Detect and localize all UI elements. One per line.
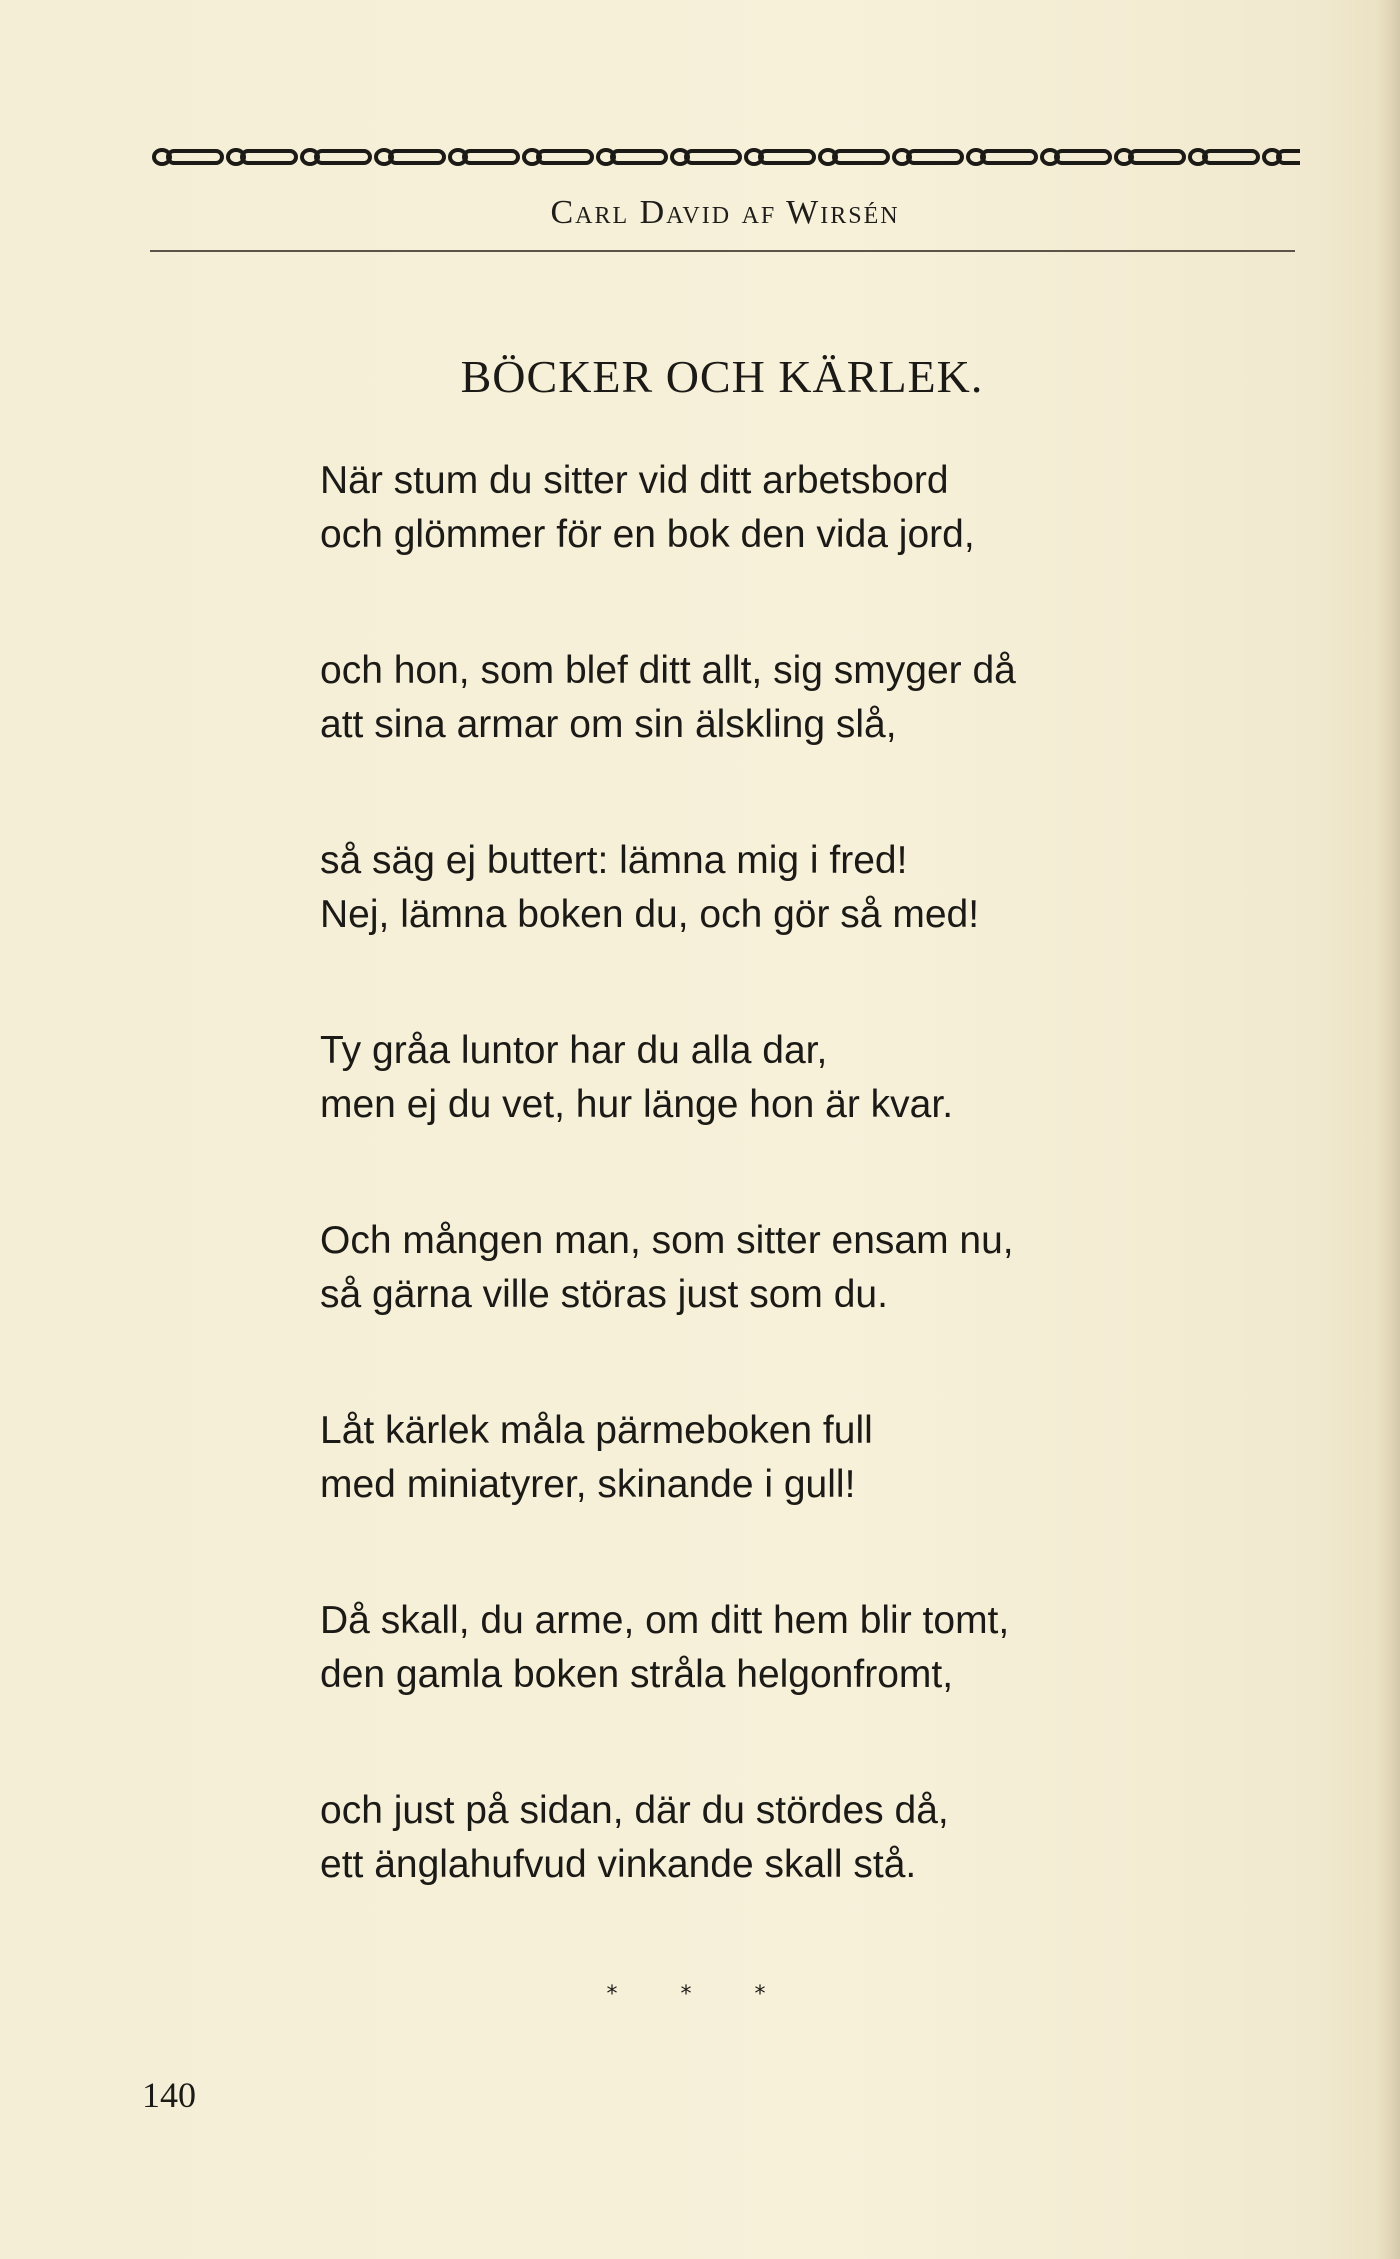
stanza [320, 834, 1220, 942]
poem-line: Nej, lämna boken du, och gör så med! [320, 893, 980, 936]
poem-line: Låt kärlek måla pärmeboken full [320, 1409, 873, 1452]
poem-body [320, 454, 1220, 1974]
poem-line: den gamla boken stråla helgonfromt, [320, 1653, 954, 1696]
running-head: Carl David af Wirsén [550, 194, 900, 231]
poem-title: BÖCKER OCH KÄRLEK. [460, 351, 984, 402]
poem-line: Ty gråa luntor har du alla dar, [320, 1029, 828, 1072]
poem-line: ett änglahufvud vinkande skall stå. [320, 1843, 917, 1886]
stanza [320, 644, 1220, 752]
section-separator: * * * [606, 1982, 794, 2007]
poem-line: När stum du sitter vid ditt arbetsbord [320, 459, 949, 502]
stanza [320, 1594, 1220, 1702]
poem-line: och hon, som blef ditt allt, sig smyger då [320, 649, 1016, 692]
stanza [320, 1214, 1220, 1322]
poem-line: så säg ej buttert: lämna mig i fred! [320, 839, 908, 882]
header-rule [150, 250, 1295, 252]
poem-line: och glömmer för en bok den vida jord, [320, 513, 975, 556]
stanza [320, 1404, 1220, 1512]
poem-line: men ej du vet, hur länge hon är kvar. [320, 1083, 954, 1126]
poem-line: med miniatyrer, skinande i gull! [320, 1463, 856, 1506]
poem-line: Och mången man, som sitter ensam nu, [320, 1219, 1014, 1262]
poem-line: och just på sidan, där du stördes då, [320, 1789, 949, 1832]
stanza [320, 1784, 1220, 1892]
poem-line: Då skall, du arme, om ditt hem blir tomt, [320, 1599, 1010, 1642]
stanza [320, 1024, 1220, 1132]
poem-line: så gärna ville störas just som du. [320, 1273, 888, 1316]
stanza [320, 454, 1220, 562]
chain-border-ornament [150, 143, 1300, 171]
page-edge-shadow [1376, 0, 1400, 2259]
page-number: 140 [142, 2075, 196, 2115]
poem-line: att sina armar om sin älskling slå, [320, 703, 897, 746]
